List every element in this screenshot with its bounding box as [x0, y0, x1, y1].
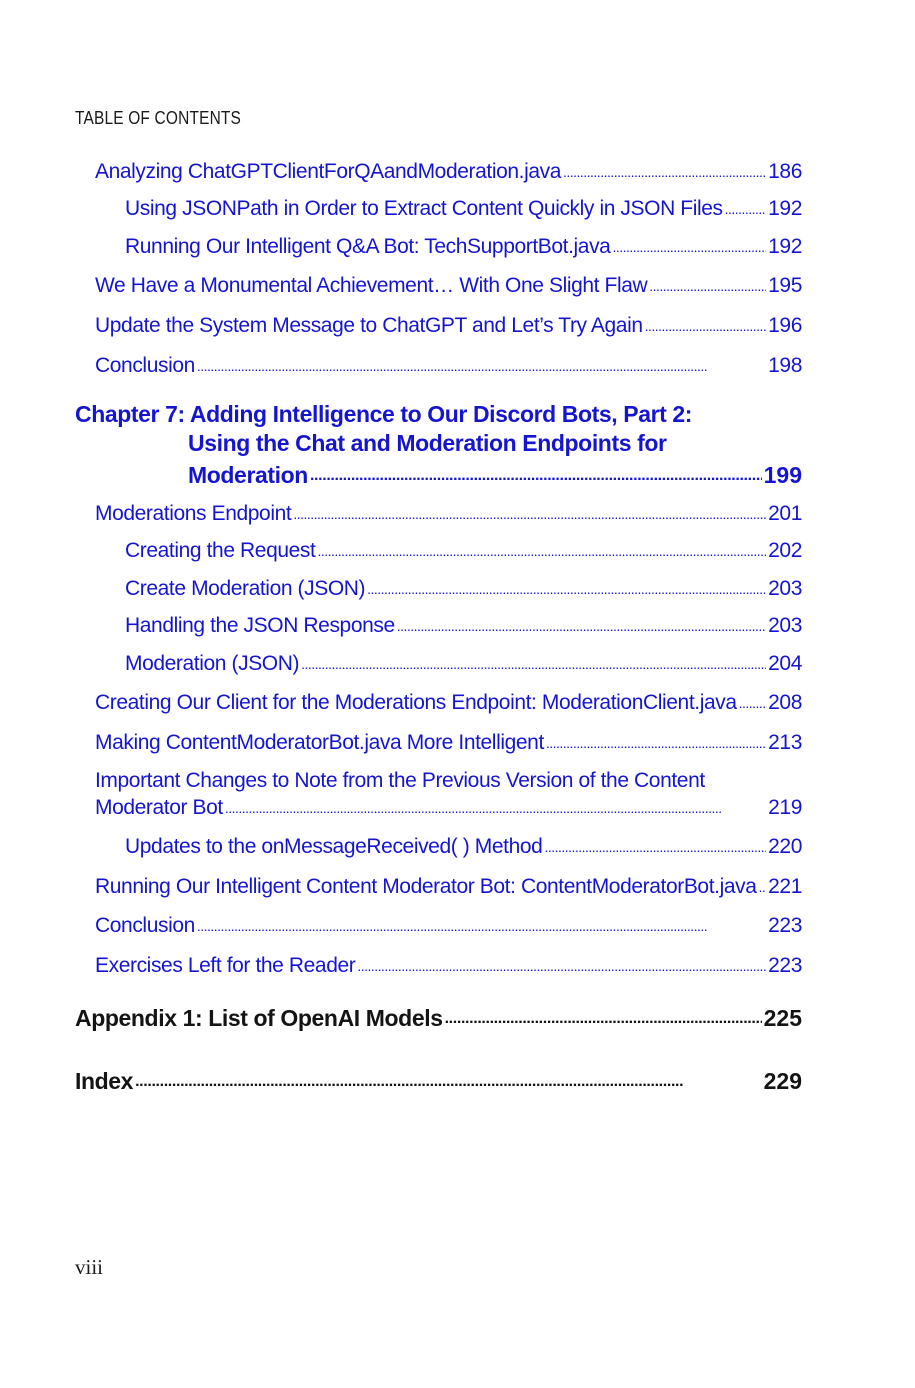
- toc-entry[interactable]: [95, 729, 802, 756]
- chapter-title-line2: Using the Chat and Moderation Endpoints for: [188, 430, 667, 456]
- toc-entry-title: Create Moderation (JSON): [125, 577, 366, 600]
- dot-leader: [197, 352, 766, 379]
- toc-entry-page: 203: [768, 614, 802, 637]
- toc-entry-page: 195: [768, 274, 802, 297]
- toc-entry-title: Running Our Intelligent Q&A Bot: TechSupportBot.java: [125, 235, 611, 258]
- toc-entry[interactable]: [95, 689, 802, 716]
- dot-leader: [725, 195, 767, 222]
- index-entry[interactable]: [75, 1064, 802, 1096]
- dot-leader: [317, 537, 766, 564]
- toc-entry-page: 213: [768, 731, 802, 754]
- toc-entry-title: Conclusion: [95, 354, 195, 377]
- dot-leader: [301, 650, 766, 677]
- chapter-title-line3-row: [75, 458, 802, 490]
- appendix-page: 225: [763, 1005, 802, 1031]
- toc-entry-title: Conclusion: [95, 914, 195, 937]
- toc-entry-page: 220: [768, 835, 802, 858]
- toc-entry-title: Creating Our Client for the Moderations Endpoint: ModerationClient.java: [95, 691, 737, 714]
- dot-leader: [612, 233, 766, 260]
- toc-entry[interactable]: [95, 272, 802, 299]
- toc-entry-page: 203: [768, 577, 802, 600]
- toc-entry-title: We Have a Monumental Achievement… With One Slight Flaw: [95, 274, 648, 297]
- toc-entry-title: Updates to the onMessageReceived( ) Method: [125, 835, 543, 858]
- dot-leader: [563, 158, 766, 185]
- toc-entry[interactable]: [125, 233, 802, 260]
- toc-entry-page: 201: [768, 502, 802, 525]
- toc-entry-page: 219: [768, 796, 802, 819]
- chapter-heading[interactable]: [75, 400, 802, 490]
- dot-leader: [293, 500, 766, 527]
- toc-entry-title: Handling the JSON Response: [125, 614, 395, 637]
- toc-entry-title: Making ContentModeratorBot.java More Intelligent: [95, 731, 544, 754]
- page-number: viii: [75, 1255, 104, 1279]
- appendix-title: Appendix 1: List of OpenAI Models: [75, 1005, 443, 1031]
- dot-leader: [367, 575, 766, 602]
- toc-entry[interactable]: [95, 352, 802, 379]
- toc-entry-page: 221: [768, 875, 802, 898]
- toc-entry-title: Running Our Intelligent Content Moderator Bot: ContentModeratorBot.java: [95, 875, 757, 898]
- toc-entry-page: 192: [768, 235, 802, 258]
- toc-entry[interactable]: [125, 537, 802, 564]
- toc-entry[interactable]: [125, 833, 802, 860]
- toc-entry-page: 223: [768, 954, 802, 977]
- chapter-title-line3: Moderation: [188, 462, 308, 488]
- dot-leader: [225, 794, 766, 821]
- toc-entry-title: Creating the Request: [125, 539, 316, 562]
- toc-entry[interactable]: [125, 650, 802, 677]
- running-head: TABLE OF CONTENTS: [75, 108, 242, 128]
- toc-entry[interactable]: [125, 612, 802, 639]
- dot-leader: [544, 833, 766, 860]
- toc-entry-page: 196: [768, 314, 802, 337]
- toc-entry[interactable]: [125, 575, 802, 602]
- toc-entry-page: 202: [768, 539, 802, 562]
- toc-entry-title: Update the System Message to ChatGPT and Let’s Try Again: [95, 314, 643, 337]
- toc-entry[interactable]: [95, 952, 802, 979]
- toc-entry-page: 192: [768, 197, 802, 220]
- toc-entry[interactable]: [95, 158, 802, 185]
- appendix-entry[interactable]: [75, 1001, 802, 1033]
- dot-leader: [397, 612, 766, 639]
- toc-entry-title-line1: Important Changes to Note from the Previous Version of the Content: [95, 769, 705, 792]
- index-title: Index: [75, 1068, 134, 1094]
- toc-entry-title-line2: Moderator Bot: [95, 796, 223, 819]
- toc-entry-title: Moderations Endpoint: [95, 502, 292, 525]
- dot-leader: [759, 873, 767, 900]
- dot-leader: [645, 312, 767, 339]
- toc-entry-page: 198: [768, 354, 802, 377]
- dot-leader: [445, 1001, 762, 1033]
- chapter-title-line1: Chapter 7: Adding Intelligence to Our Discord Bots, Part 2:: [75, 401, 693, 427]
- dot-leader: [649, 272, 766, 299]
- toc-entry-title: Exercises Left for the Reader: [95, 954, 356, 977]
- chapter-page: 199: [763, 462, 802, 488]
- toc-entry-page: 186: [768, 160, 802, 183]
- toc-entry[interactable]: [95, 912, 802, 939]
- toc-entry-page: 208: [768, 691, 802, 714]
- dot-leader: [357, 952, 766, 979]
- toc-entry[interactable]: [125, 195, 802, 222]
- toc-entry[interactable]: [95, 768, 802, 821]
- dot-leader: [197, 912, 766, 939]
- dot-leader: [135, 1064, 762, 1096]
- toc-entry-title: Using JSONPath in Order to Extract Content Quickly in JSON Files: [125, 197, 723, 220]
- toc-entry-line2-row: [95, 794, 802, 821]
- toc-entry[interactable]: [95, 500, 802, 527]
- dot-leader: [546, 729, 766, 756]
- toc-entry-page: 223: [768, 914, 802, 937]
- toc-entry-title: Moderation (JSON): [125, 652, 300, 675]
- dot-leader: [310, 458, 762, 490]
- toc-entry[interactable]: [95, 873, 802, 900]
- index-page: 229: [763, 1068, 802, 1094]
- toc-entry-title: Analyzing ChatGPTClientForQAandModeration.java: [95, 160, 562, 183]
- dot-leader: [739, 689, 767, 716]
- toc-entry[interactable]: [95, 312, 802, 339]
- toc-entry-page: 204: [768, 652, 802, 675]
